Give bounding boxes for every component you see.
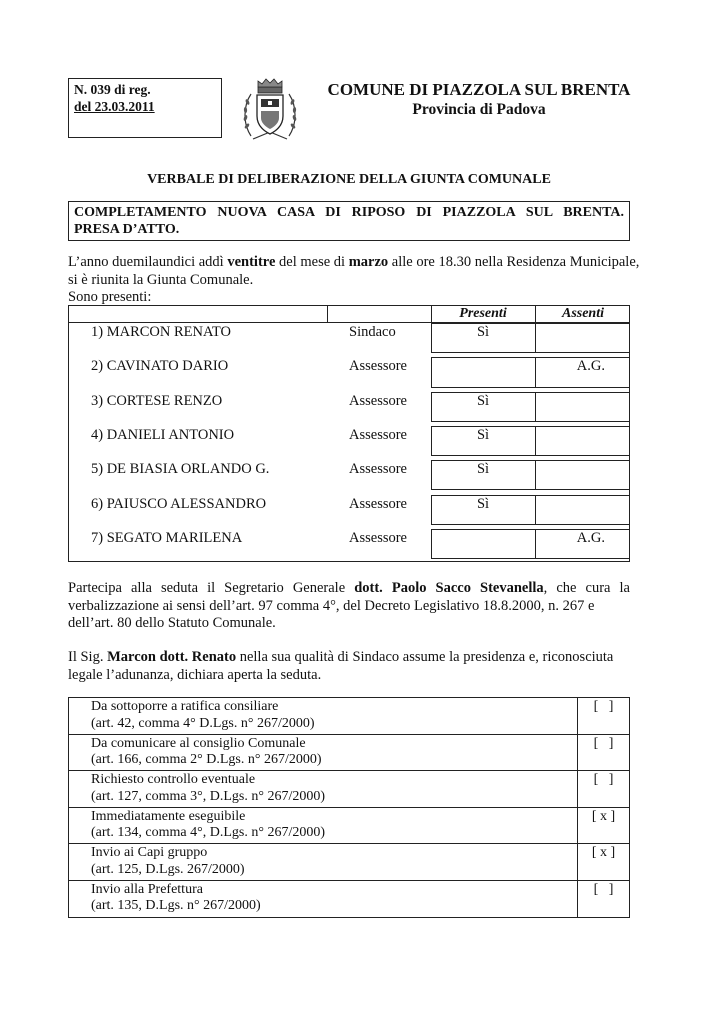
member-row <box>69 495 629 529</box>
flag-title: Richiesto controllo eventuale <box>91 772 256 787</box>
member-role: Assessore <box>349 529 407 546</box>
flag-reference: (art. 125, D.Lgs. 267/2000) <box>91 861 245 877</box>
flag-text <box>91 809 325 842</box>
flag-title: Immediatamente eseguibile <box>91 808 246 824</box>
members-table <box>68 305 630 562</box>
presidenza-line-2: legale l’adunanza, dichiara aperta la seduta. <box>68 666 322 683</box>
member-name: 7) SEGATO MARILENA <box>91 529 243 546</box>
presenti-cell <box>431 426 536 456</box>
comune-name: COMUNE DI PIAZZOLA SUL BRENTA <box>327 80 631 99</box>
flag-row <box>69 698 629 735</box>
comune-heading <box>318 80 640 120</box>
flag-text <box>91 736 322 769</box>
segretario-line-3: dell’art. 80 dello Statuto Comunale. <box>68 615 276 631</box>
intro-paragraph <box>68 254 640 307</box>
intro-text-3: alle ore 18.30 nella Residenza Municipale, <box>388 254 640 270</box>
flag-row <box>69 771 629 808</box>
assenti-cell <box>535 460 630 490</box>
col-divider-presenti <box>431 306 432 323</box>
presenti-cell <box>431 495 536 525</box>
flag-text <box>91 882 261 915</box>
flag-reference: (art. 127, comma 3°, D.Lgs. n° 267/2000) <box>91 788 325 804</box>
member-role: Assessore <box>349 495 407 512</box>
flag-reference: (art. 135, D.Lgs. n° 267/2000) <box>91 898 261 913</box>
reg-number: N. 039 di reg. <box>74 82 151 97</box>
segretario-text-1: Partecipa alla seduta il Segretario Generale <box>68 580 355 596</box>
member-name: 3) CORTESE RENZO <box>91 392 223 409</box>
member-row <box>69 323 629 357</box>
member-role: Assessore <box>349 426 407 443</box>
subject-line-1: COMPLETAMENTO NUOVA CASA DI RIPOSO DI PIAZZOLA SUL BRENTA. <box>74 205 624 220</box>
col-presenti: Presenti <box>459 306 507 321</box>
member-name: 5) DE BIASIA ORLANDO G. <box>91 461 270 478</box>
assenti-cell <box>535 529 630 559</box>
provincia-name: Provincia di Padova <box>412 101 546 118</box>
flag-title: Invio ai Capi gruppo <box>91 845 208 860</box>
flag-checkbox: [ ] <box>593 772 614 787</box>
segretario-text-2: , che cura la verbalizzazione ai sensi dell’art. 97 comma 4°, del Decreto Legislativo 18.8.2000, n. 267 e <box>68 580 630 614</box>
member-role: Sindaco <box>349 324 396 340</box>
flag-reference: (art. 166, comma 2° D.Lgs. n° 267/2000) <box>91 752 322 767</box>
member-row <box>69 426 629 460</box>
intro-day: ventitre <box>227 254 276 270</box>
flag-checkbox: [ ] <box>593 881 614 897</box>
flags-table <box>68 697 630 918</box>
intro-line-2: si è riunita la Giunta Comunale. <box>68 271 254 288</box>
flag-row <box>69 844 629 881</box>
flag-checkbox: [ ] <box>593 699 614 714</box>
subject-box <box>68 201 630 241</box>
col-divider-assenti <box>535 306 536 323</box>
registration-box <box>68 78 222 138</box>
segretario-name: dott. Paolo Sacco Stevanella <box>354 580 544 596</box>
assenti-cell <box>535 392 630 422</box>
flag-title: Invio alla Prefettura <box>91 881 203 897</box>
member-presente: Sì <box>476 324 490 340</box>
flag-title: Da sottoporre a ratifica consiliare <box>91 699 279 714</box>
member-name: 4) DANIELI ANTONIO <box>91 426 235 443</box>
member-role: Assessore <box>349 358 407 375</box>
member-presente: Sì <box>476 495 490 512</box>
member-row <box>69 392 629 426</box>
presidenza-name: Marcon dott. Renato <box>107 649 237 665</box>
flag-row <box>69 808 629 845</box>
presenti-cell <box>431 392 536 422</box>
member-row <box>69 529 629 563</box>
member-presente: Sì <box>476 426 490 443</box>
assenti-cell <box>535 357 630 387</box>
flag-text <box>91 699 315 732</box>
header-divider <box>327 306 328 323</box>
segretario-paragraph <box>68 580 630 633</box>
intro-text-1: L’anno duemilaundici addì <box>68 254 228 270</box>
flag-text <box>91 845 245 878</box>
intro-line-1 <box>68 254 640 272</box>
member-assente: A.G. <box>576 529 605 546</box>
presenti-cell <box>431 323 536 353</box>
reg-date: del 23.03.2011 <box>74 99 155 114</box>
member-row <box>69 357 629 391</box>
col-assenti: Assenti <box>561 306 604 321</box>
document-title: VERBALE DI DELIBERAZIONE DELLA GIUNTA COMUNALE <box>147 172 551 187</box>
subject-line-2: PRESA D’ATTO. <box>74 222 180 237</box>
member-name: 1) MARCON RENATO <box>91 324 231 340</box>
member-row <box>69 460 629 494</box>
flag-checkbox: [ ] <box>593 735 614 751</box>
flag-text <box>91 772 325 805</box>
presenti-cell <box>431 460 536 490</box>
presidenza-paragraph <box>68 649 630 684</box>
flag-row <box>69 735 629 772</box>
member-role: Assessore <box>349 392 407 409</box>
intro-line-3: Sono presenti: <box>68 289 152 305</box>
member-assente: A.G. <box>576 358 605 375</box>
flag-checkbox: [ x ] <box>591 845 616 860</box>
flag-reference: (art. 134, comma 4°, D.Lgs. n° 267/2000) <box>91 825 325 840</box>
flag-row <box>69 881 629 918</box>
member-presente: Sì <box>476 392 490 409</box>
flag-checkbox: [ x ] <box>591 808 616 824</box>
intro-text-2: del mese di <box>275 254 349 270</box>
member-name: 6) PAIUSCO ALESSANDRO <box>91 495 267 512</box>
member-name: 2) CAVINATO DARIO <box>91 358 229 375</box>
coat-of-arms-icon <box>241 76 299 146</box>
assenti-cell <box>535 426 630 456</box>
intro-month: marzo <box>348 254 389 270</box>
assenti-cell <box>535 323 630 353</box>
presenti-cell <box>431 357 536 387</box>
assenti-cell <box>535 495 630 525</box>
presidenza-text-1: Il Sig. <box>68 649 108 665</box>
flag-reference: (art. 42, comma 4° D.Lgs. n° 267/2000) <box>91 715 315 731</box>
flag-title: Da comunicare al consiglio Comunale <box>91 735 306 751</box>
member-presente: Sì <box>476 461 490 478</box>
members-table-header <box>69 306 629 323</box>
presidenza-text-2: nella sua qualità di Sindaco assume la presidenza e, riconosciuta <box>236 649 614 665</box>
presenti-cell <box>431 529 536 559</box>
member-role: Assessore <box>349 461 407 478</box>
